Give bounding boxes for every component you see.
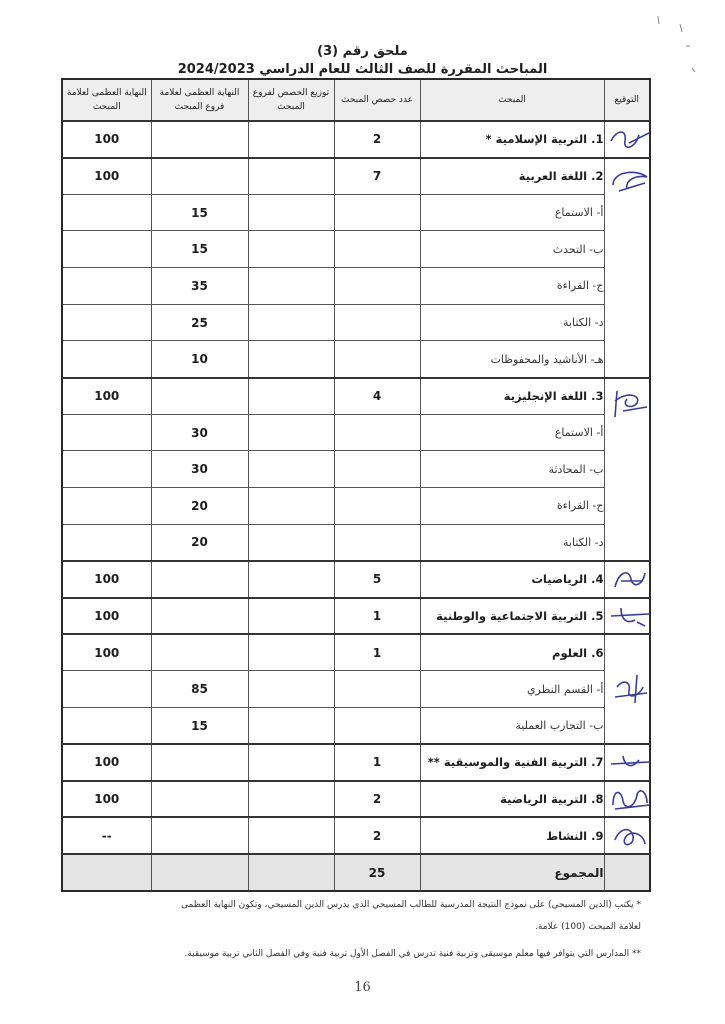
signature-mark [607,673,653,705]
table-row [62,268,650,305]
branch-max: 30 [151,414,248,451]
sessions-cell [334,524,420,561]
table-row [62,414,650,451]
branch-max: 35 [151,268,248,305]
sessions-count: 2 [334,817,420,854]
distribution-cell [248,744,334,781]
distribution-cell [248,194,334,231]
sessions-cell [334,414,420,451]
subject-max-cell [62,524,151,561]
distribution-cell [248,488,334,525]
subject-name: 3. اللغة الإنجليزية [420,378,604,415]
subject-max-cell [62,304,151,341]
signature-mark [607,165,653,197]
branch-max-cell [151,378,248,415]
subject-max: 100 [62,781,151,818]
header-sessions: عدد حصص المبحث [334,79,420,121]
table-row [62,341,650,378]
branch-max-cell [151,158,248,195]
branch-max: 10 [151,341,248,378]
document-header [0,43,725,79]
sessions-cell [334,231,420,268]
signature-cell [604,378,650,561]
table-header-row [62,79,650,121]
branch-max: 15 [151,194,248,231]
table-row [62,158,650,195]
distribution-cell [248,414,334,451]
table-row [62,817,650,854]
subject-max-cell [62,341,151,378]
signature-mark [607,783,653,815]
table-row [62,671,650,708]
signature-cell [604,744,650,781]
branch-max: 30 [151,451,248,488]
branch-name: د- الكتابة [420,524,604,561]
table-row [62,744,650,781]
branch-max-cell [151,854,248,891]
footnote-2: ** المدارس التي يتوافر فيها معلم موسيقى وتربية فنية تدرس في الفصل الأول تربية فنية وفي الفصل الثاني تربية موسيقية. [184,949,641,959]
signature-mark [607,387,653,419]
signature-cell [604,561,650,598]
footnote-1: * يكتب (الدين المسيحي) على نموذج النتيجة المدرسية للطالب المسيحي الذي يدرس الدين المسيحي، وتكون النهاية العظمى [181,900,641,910]
branch-max: 85 [151,671,248,708]
distribution-cell [248,121,334,158]
branch-max-cell [151,561,248,598]
table-row [62,451,650,488]
distribution-cell [248,781,334,818]
signature-mark [607,746,653,778]
table-row [62,634,650,671]
branch-max-cell [151,598,248,635]
distribution-cell [248,671,334,708]
subject-max: 100 [62,744,151,781]
subject-name: 7. التربية الفنية والموسيقية ** [420,744,604,781]
signature-cell [604,634,650,744]
sessions-count: 1 [334,598,420,635]
branch-name: ب- التحدث [420,231,604,268]
subject-max-cell [62,488,151,525]
table-row [62,561,650,598]
signature-mark [607,123,653,155]
signature-cell [604,158,650,378]
total-row [62,854,650,891]
signature-cell [604,598,650,635]
branch-name: ب- المحادثة [420,451,604,488]
branch-max-cell [151,781,248,818]
branch-name: ج- القراءة [420,268,604,305]
subject-max-cell [62,854,151,891]
distribution-cell [248,708,334,745]
table-row [62,194,650,231]
distribution-cell [248,634,334,671]
scan-marks [640,0,725,80]
signature-cell [604,854,650,891]
signature-cell [604,121,650,158]
distribution-cell [248,451,334,488]
branch-name: أ- الاستماع [420,414,604,451]
subject-max-cell [62,194,151,231]
distribution-cell [248,268,334,305]
branch-name: أ- القسم النظري [420,671,604,708]
branch-name: ب- التجارب العملية [420,708,604,745]
distribution-cell [248,817,334,854]
header-subject-max: النهاية العظمى لعلامة المبحث [62,79,151,121]
signature-mark [607,820,653,852]
sessions-cell [334,708,420,745]
sessions-cell [334,341,420,378]
signature-cell [604,781,650,818]
sessions-cell [334,268,420,305]
subject-max: 100 [62,121,151,158]
table-row [62,708,650,745]
table-row [62,121,650,158]
table-row [62,598,650,635]
sessions-count: 5 [334,561,420,598]
subject-max: 100 [62,634,151,671]
distribution-cell [248,304,334,341]
header-distribution: توزيع الحصص لفروع المبحث [248,79,334,121]
subject-name: 1. التربية الإسلامية * [420,121,604,158]
table-row [62,781,650,818]
document-title: المباحث المقررة للصف الثالث للعام الدراسي 2024/2023 [177,62,548,77]
subject-name: 6. العلوم [420,634,604,671]
subject-name: 2. اللغة العربية [420,158,604,195]
distribution-cell [248,524,334,561]
sessions-count: 4 [334,378,420,415]
total-label: المجموع [420,854,604,891]
distribution-cell [248,378,334,415]
sessions-count: 1 [334,634,420,671]
distribution-cell [248,598,334,635]
subject-max-cell [62,231,151,268]
subject-max: 100 [62,598,151,635]
sessions-count: 2 [334,121,420,158]
subject-max-cell [62,268,151,305]
header-signature: التوقيع [604,79,650,121]
signature-mark [607,600,653,632]
subject-max-cell [62,708,151,745]
branch-name: هـ- الأناشيد والمحفوظات [420,341,604,378]
subjects-table [61,78,651,892]
branch-name: ج- القراءة [420,488,604,525]
branch-name: د- الكتابة [420,304,604,341]
branch-max-cell [151,744,248,781]
table-row [62,304,650,341]
footnote-1-continuation: لعلامة المبحث (100) علامة. [535,922,641,932]
branch-max: 15 [151,231,248,268]
subject-name: 8. التربية الرياضية [420,781,604,818]
subject-max: -- [62,817,151,854]
branch-max: 20 [151,488,248,525]
subject-max-cell [62,451,151,488]
header-branch-max: النهاية العظمى لعلامة فروع المبحث [151,79,248,121]
table-row [62,231,650,268]
total-sessions: 25 [334,854,420,891]
subject-name: 5. التربية الاجتماعية والوطنية [420,598,604,635]
distribution-cell [248,561,334,598]
subject-max-cell [62,671,151,708]
sessions-cell [334,488,420,525]
subject-max: 100 [62,378,151,415]
sessions-cell [334,304,420,341]
sessions-cell [334,671,420,708]
sessions-cell [334,194,420,231]
distribution-cell [248,158,334,195]
table-row [62,524,650,561]
branch-max-cell [151,634,248,671]
subject-name: 9. النشاط [420,817,604,854]
annex-title: ملحق رقم (3) [317,44,408,59]
subject-name: 4. الرياضيات [420,561,604,598]
page-number: 16 [354,980,371,995]
distribution-cell [248,854,334,891]
distribution-cell [248,231,334,268]
signature-mark [607,563,653,595]
branch-max: 20 [151,524,248,561]
subject-max: 100 [62,561,151,598]
sessions-count: 2 [334,781,420,818]
branch-name: أ- الاستماع [420,194,604,231]
branch-max: 15 [151,708,248,745]
branch-max: 25 [151,304,248,341]
subject-max: 100 [62,158,151,195]
table-row [62,488,650,525]
sessions-cell [334,451,420,488]
branch-max-cell [151,817,248,854]
signature-cell [604,817,650,854]
sessions-count: 1 [334,744,420,781]
distribution-cell [248,341,334,378]
subject-max-cell [62,414,151,451]
header-subject: المبحث [420,79,604,121]
table-row [62,378,650,415]
sessions-count: 7 [334,158,420,195]
branch-max-cell [151,121,248,158]
